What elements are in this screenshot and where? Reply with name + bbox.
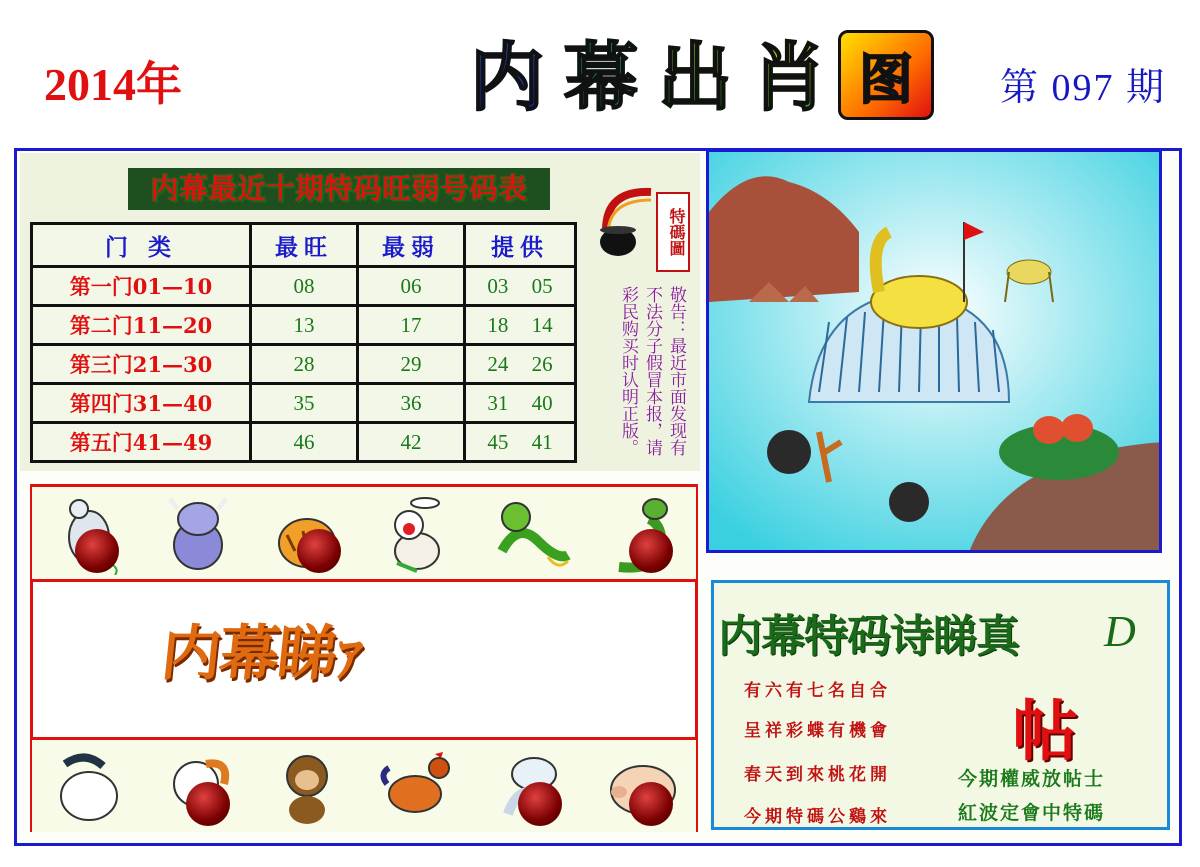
hot-cell: 46 <box>251 423 358 462</box>
zodiac-row-bottom <box>32 737 696 832</box>
door-cell: 第一门01—10 <box>32 267 251 306</box>
poet-line-2: 紅波定會中特碼 <box>958 802 1106 824</box>
middle-slogan: 内幕睇ｧ <box>157 619 368 689</box>
poem-line-2: 呈祥彩蝶有機會 <box>744 721 891 741</box>
header-door: 门 类 <box>32 224 251 267</box>
poem-title: 内幕特码诗睇真 <box>718 611 1019 662</box>
cold-cell: 06 <box>358 267 465 306</box>
table-header-row <box>32 224 576 267</box>
cold-cell: 29 <box>358 345 465 384</box>
rat-icon <box>45 491 129 575</box>
table-row <box>32 423 576 462</box>
table-row <box>32 384 576 423</box>
title-char-4: 肖 <box>744 30 834 114</box>
table-title: 内幕最近十期特码旺弱号码表 <box>128 168 550 210</box>
year-label: 2014年 <box>44 59 182 110</box>
provide-cell: 18 14 <box>465 306 576 345</box>
cold-cell: 36 <box>358 384 465 423</box>
provide-cell: 24 26 <box>465 345 576 384</box>
door-cell: 第二门11—20 <box>32 306 251 345</box>
poem-title-decoration: D <box>1104 607 1136 656</box>
ox-icon <box>156 491 240 575</box>
tiger-icon <box>267 491 351 575</box>
cold-cell: 17 <box>358 306 465 345</box>
header-cold: 最弱 <box>358 224 465 267</box>
hot-cell: 08 <box>251 267 358 306</box>
provide-cell: 45 41 <box>465 423 576 462</box>
dog-icon <box>488 744 572 828</box>
issue-number: 第 097 期 <box>1000 67 1167 109</box>
title-char-5: 图 <box>838 30 934 120</box>
pig-icon <box>599 744 683 828</box>
table-row <box>32 267 576 306</box>
poem-line-4: 今期特碼公鷄來 <box>744 807 891 827</box>
hot-cold-table <box>30 222 577 463</box>
title-char-2: 幕 <box>556 30 646 114</box>
cold-cell: 42 <box>358 423 465 462</box>
goat-icon <box>156 744 240 828</box>
table-row <box>32 306 576 345</box>
door-cell: 第五门41—49 <box>32 423 251 462</box>
horse-icon <box>45 744 129 828</box>
main-title <box>462 30 934 120</box>
hot-cell: 28 <box>251 345 358 384</box>
table-row <box>32 345 576 384</box>
rooster-icon <box>377 744 461 828</box>
pot-icon <box>596 180 656 270</box>
notice-text: 敬告：最近市面发现有不法分子假冒本报，请彩民购买时认明正版。 <box>618 286 686 456</box>
hot-cell: 13 <box>251 306 358 345</box>
hot-cell: 35 <box>251 384 358 423</box>
header-provide: 提供 <box>465 224 576 267</box>
special-code-badge: 特碼圖 <box>656 192 690 272</box>
provide-cell: 03 05 <box>465 267 576 306</box>
rabbit-icon <box>377 491 461 575</box>
poem-line-1: 有六有七名自合 <box>744 681 891 701</box>
poem-line-3: 春天到來桃花開 <box>744 765 891 785</box>
header-hot: 最旺 <box>251 224 358 267</box>
post-character: 帖 <box>1012 693 1078 770</box>
door-cell: 第三门21—30 <box>32 345 251 384</box>
snake-icon <box>599 491 683 575</box>
poet-line-1: 今期權威放帖士 <box>958 768 1106 790</box>
dragon-icon <box>488 491 572 575</box>
zodiac-row-top <box>32 487 696 582</box>
middle-white-area <box>36 582 694 732</box>
camel-landscape-image <box>706 149 1162 553</box>
title-char-3: 出 <box>650 30 740 114</box>
monkey-icon <box>267 744 351 828</box>
door-cell: 第四门31—40 <box>32 384 251 423</box>
title-char-1: 内 <box>462 30 552 114</box>
provide-cell: 31 40 <box>465 384 576 423</box>
